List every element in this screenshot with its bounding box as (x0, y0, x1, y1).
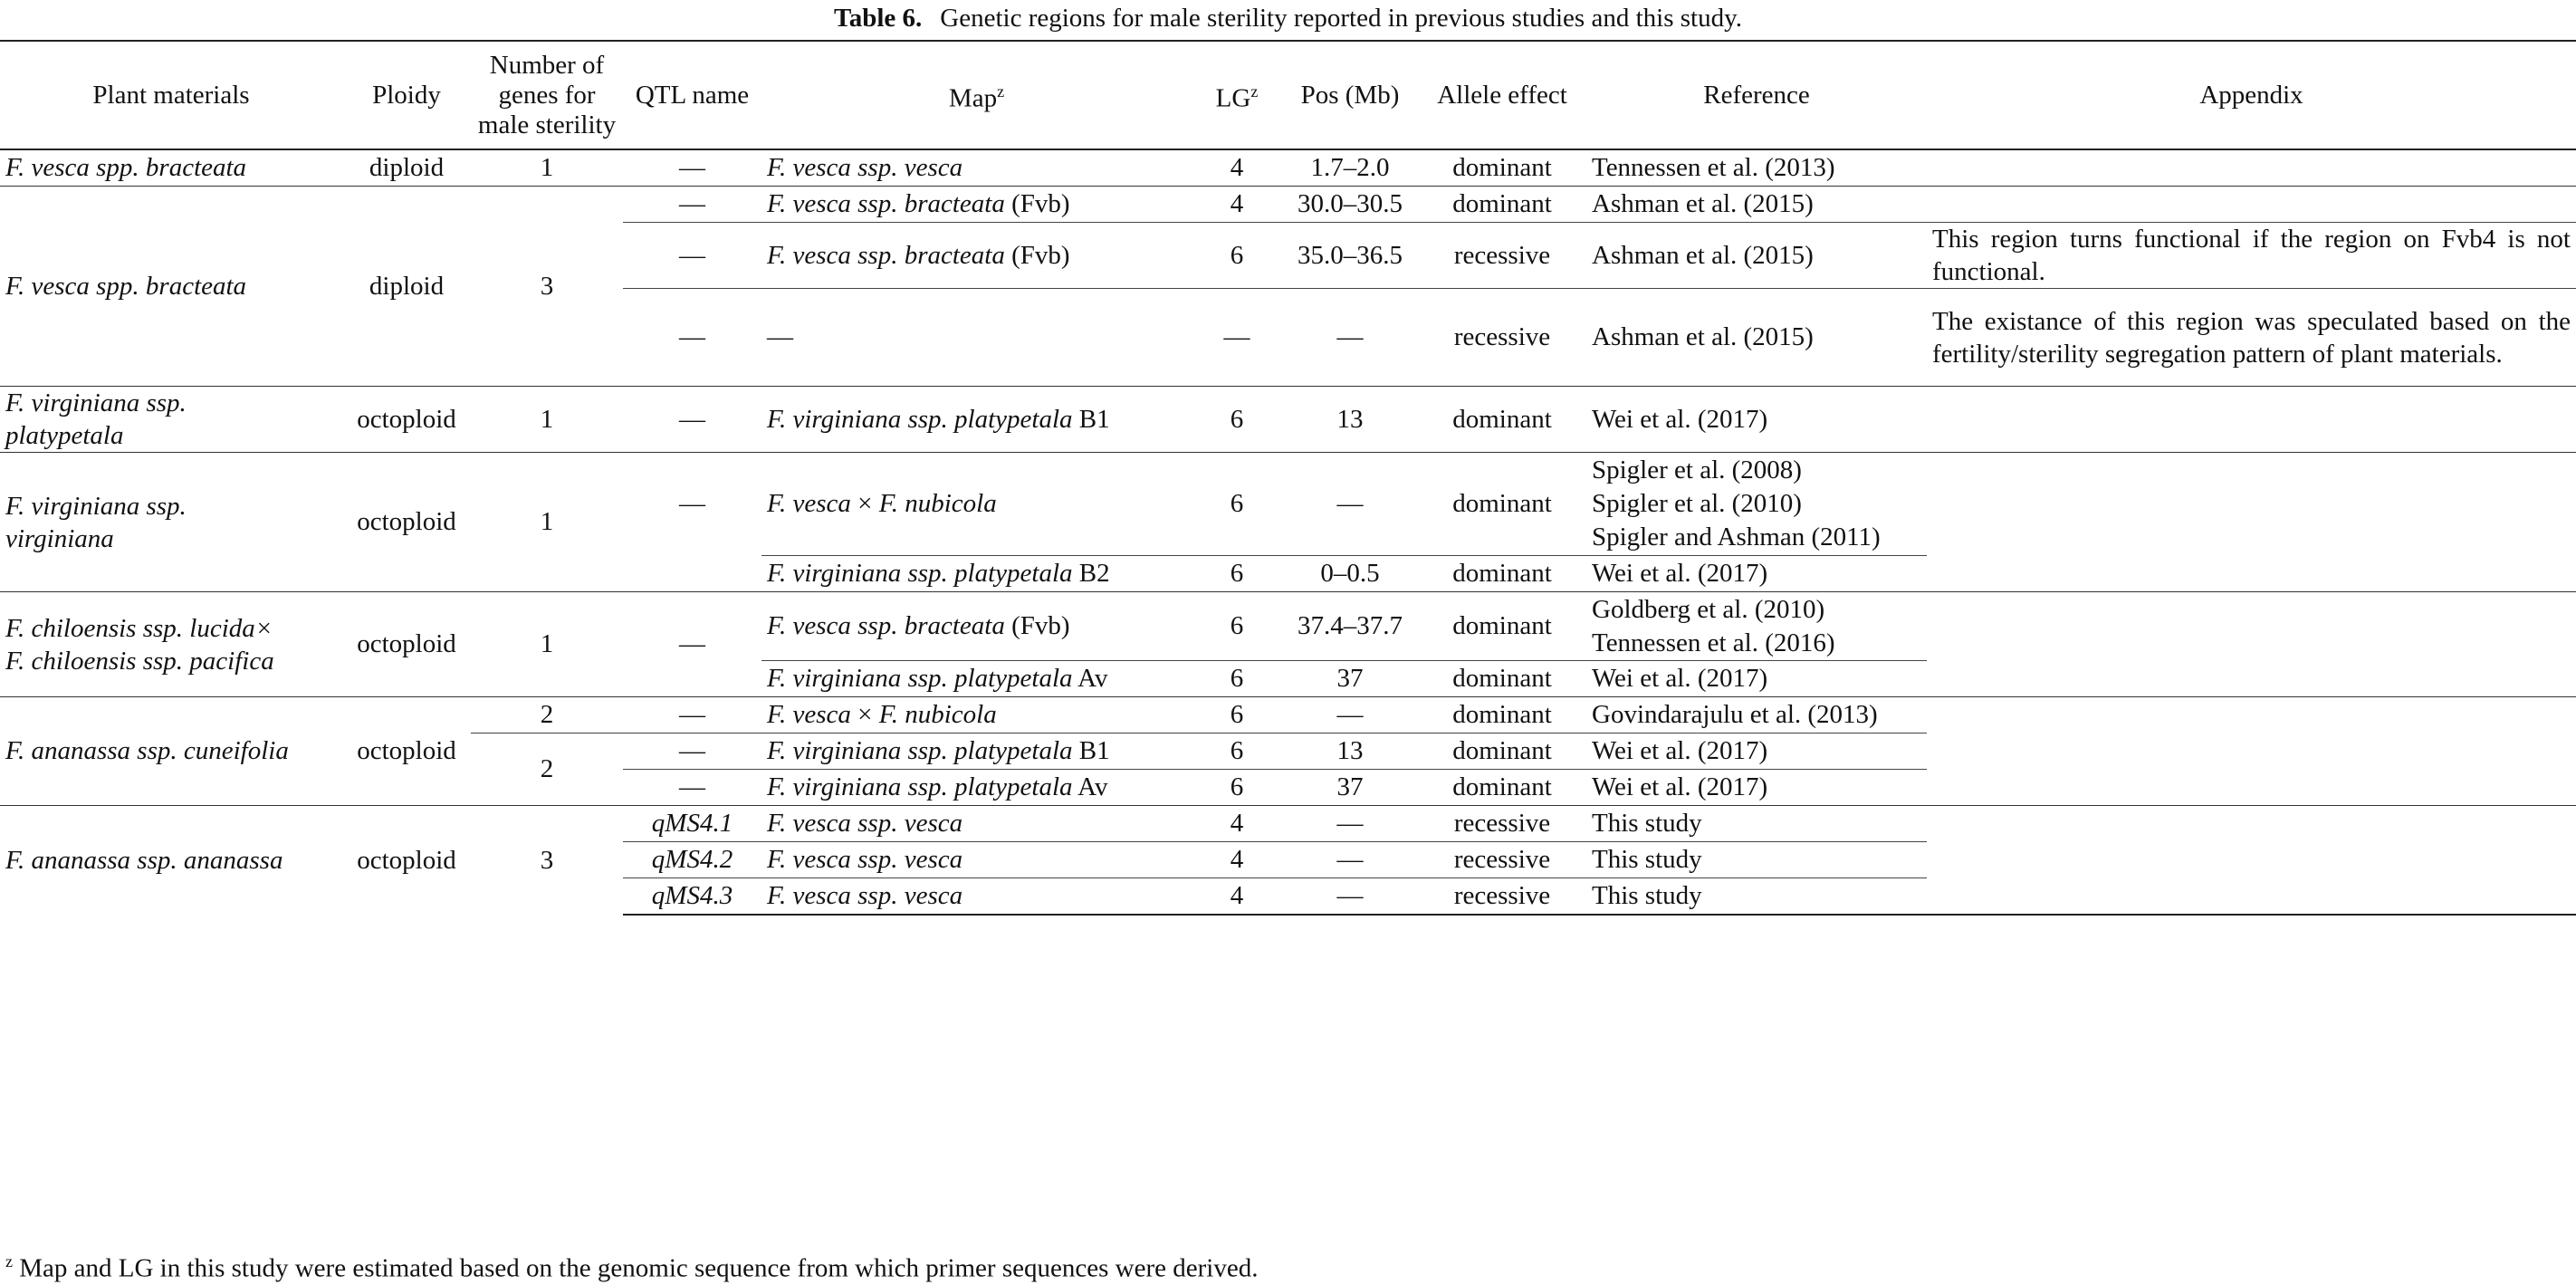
plant-line1: F. virginiana ssp. (5, 388, 187, 417)
plant-line2: platypetala (5, 421, 124, 450)
pos: 1.7–2.0 (1282, 149, 1418, 187)
map-italic: F. virginiana ssp. platypetala (767, 772, 1073, 801)
ploidy: octoploid (342, 592, 471, 697)
map-cell (761, 387, 1192, 453)
pos: 37.4–37.7 (1282, 592, 1418, 661)
table-row (0, 387, 2576, 453)
lg: 6 (1192, 697, 1282, 734)
allele-effect: dominant (1418, 661, 1586, 697)
appendix: The existance of this region was speculated based on the fertility/sterility segregation pattern of plant materials. (1927, 289, 2576, 387)
map-cell (761, 770, 1192, 806)
appendix (1927, 770, 2576, 806)
header-ref: Reference (1586, 41, 1927, 149)
map-italic: F. vesca ssp. vesca (767, 153, 963, 182)
gene-count: 3 (471, 187, 623, 387)
gene-count: 3 (471, 806, 623, 916)
map-italic: F. vesca (767, 700, 851, 729)
header-qtl: QTL name (623, 41, 761, 149)
reference: Wei et al. (2017) (1586, 387, 1927, 453)
table-title: Genetic regions for male sterility reported in previous studies and this study. (940, 4, 1742, 33)
header-lg-sup: z (1250, 82, 1259, 101)
header-ploidy: Ploidy (342, 41, 471, 149)
reference-line: Tennessen et al. (2016) (1592, 628, 1835, 657)
qtl-name: — (623, 697, 761, 734)
plant-line1: F. virginiana ssp. (5, 491, 187, 521)
footnote-text: Map and LG in this study were estimated based on the genomic sequence from which primer sequences were derived. (13, 1253, 1259, 1283)
header-map-sup: z (997, 82, 1005, 101)
header-allele: Allele effect (1418, 41, 1586, 149)
appendix (1927, 556, 2576, 592)
reference-line: Spigler et al. (2008) (1592, 456, 1802, 484)
ploidy: octoploid (342, 697, 471, 806)
header-genes-line1: Number of (489, 50, 605, 80)
allele-effect: recessive (1418, 223, 1586, 289)
header-genes-line2: genes for (498, 80, 596, 110)
allele-effect: dominant (1418, 556, 1586, 592)
gene-count: 2 (471, 697, 623, 734)
map-italic-2: F. nubicola (878, 700, 997, 729)
reference: This study (1586, 842, 1927, 878)
map-roman: B1 (1072, 736, 1110, 765)
pos: — (1282, 842, 1418, 878)
map-italic: F. virginiana ssp. platypetala (767, 559, 1073, 588)
map-italic: F. virginiana ssp. platypetala (767, 736, 1073, 765)
map-italic: F. vesca ssp. bracteata (767, 611, 1005, 640)
pos: 35.0–36.5 (1282, 223, 1418, 289)
plant-material (0, 806, 342, 916)
table-row (0, 187, 2576, 223)
lg: 6 (1192, 592, 1282, 661)
lg: 6 (1192, 734, 1282, 770)
reference: Wei et al. (2017) (1586, 770, 1927, 806)
reference: Wei et al. (2017) (1586, 556, 1927, 592)
table-footnote (5, 1245, 1258, 1285)
map-italic: F. vesca ssp. vesca (767, 809, 963, 838)
map-cell (761, 592, 1192, 661)
gene-count: 1 (471, 149, 623, 187)
allele-effect: recessive (1418, 842, 1586, 878)
reference: Wei et al. (2017) (1586, 734, 1927, 770)
allele-effect: dominant (1418, 149, 1586, 187)
ploidy: octoploid (342, 387, 471, 453)
map-italic: F. vesca ssp. bracteata (767, 189, 1005, 218)
qtl-name (623, 556, 761, 592)
lg: 4 (1192, 149, 1282, 187)
lg: 6 (1192, 223, 1282, 289)
map-cell (761, 187, 1192, 223)
map-cell (761, 806, 1192, 842)
map-roman: Av (1072, 664, 1108, 693)
header-map (761, 41, 1192, 149)
lg: 6 (1192, 556, 1282, 592)
lg: 4 (1192, 187, 1282, 223)
appendix (1927, 734, 2576, 770)
qtl-name: — (623, 149, 761, 187)
pos: — (1282, 453, 1418, 556)
pos: — (1282, 878, 1418, 916)
lg: 4 (1192, 878, 1282, 916)
map-italic: F. vesca ssp. bracteata (767, 240, 1005, 270)
appendix (1927, 697, 2576, 734)
map-cell (761, 842, 1192, 878)
plant-material: F. vesca spp. bracteata (5, 153, 247, 182)
plant-line2: virginiana (5, 523, 114, 553)
table-row (0, 806, 2576, 842)
qtl-name: — (623, 289, 761, 387)
qtl-italic: qMS4.3 (651, 881, 733, 910)
header-lg (1192, 41, 1282, 149)
qtl-name: — (623, 223, 761, 289)
table-row (0, 592, 2576, 661)
qtl-name: — (623, 770, 761, 806)
map-cell (761, 149, 1192, 187)
allele-effect: dominant (1418, 734, 1586, 770)
map-cell (761, 556, 1192, 592)
gene-count: 1 (471, 387, 623, 453)
reference: Govindarajulu et al. (2013) (1586, 697, 1927, 734)
qtl-name: — (623, 453, 761, 556)
reference: Ashman et al. (2015) (1586, 223, 1927, 289)
appendix (1927, 842, 2576, 878)
gene-count: 1 (471, 592, 623, 697)
reference: Tennessen et al. (2013) (1586, 149, 1927, 187)
header-lg-text: LG (1215, 83, 1251, 113)
allele-effect: dominant (1418, 697, 1586, 734)
allele-effect: dominant (1418, 453, 1586, 556)
qtl-name: — (623, 734, 761, 770)
map-roman: B2 (1072, 559, 1110, 588)
qtl-italic: qMS4.2 (651, 845, 733, 874)
pos: — (1282, 806, 1418, 842)
map-italic-2: F. nubicola (878, 489, 997, 518)
map-italic: F. vesca ssp. vesca (767, 845, 963, 874)
map-cell (761, 878, 1192, 916)
map-italic: F. virginiana ssp. platypetala (767, 404, 1073, 434)
reference: This study (1586, 806, 1927, 842)
allele-effect: recessive (1418, 289, 1586, 387)
map-roman: (Fvb) (1004, 611, 1070, 640)
allele-effect: dominant (1418, 387, 1586, 453)
pos: 13 (1282, 387, 1418, 453)
map-roman: (Fvb) (1004, 189, 1070, 218)
header-genes (471, 41, 623, 149)
appendix (1927, 661, 2576, 697)
map-roman: Av (1072, 772, 1108, 801)
reference (1586, 453, 1927, 556)
pos: 30.0–30.5 (1282, 187, 1418, 223)
plant-material: F. vesca spp. bracteata (5, 271, 247, 301)
map-roman: B1 (1072, 404, 1110, 434)
lg: 4 (1192, 842, 1282, 878)
allele-effect: dominant (1418, 770, 1586, 806)
lg: 4 (1192, 806, 1282, 842)
map-cell: — (761, 289, 1192, 387)
pos: 13 (1282, 734, 1418, 770)
ploidy: diploid (342, 149, 471, 187)
appendix (1927, 878, 2576, 916)
appendix (1927, 592, 2576, 661)
qtl-name: — (623, 387, 761, 453)
appendix: This region turns functional if the region on Fvb4 is not functional. (1927, 223, 2576, 289)
ploidy: octoploid (342, 453, 471, 592)
gene-count: 1 (471, 453, 623, 592)
pos: 37 (1282, 661, 1418, 697)
qtl-name (623, 842, 761, 878)
map-roman: × (850, 700, 879, 729)
pos: — (1282, 289, 1418, 387)
male-sterility-table (0, 40, 2576, 916)
plant-material (0, 387, 342, 453)
pos: 37 (1282, 770, 1418, 806)
plant-text: F. ananassa ssp. ananassa (5, 845, 283, 875)
plant-text: F. ananassa ssp. cuneifolia (5, 736, 289, 765)
appendix (1927, 806, 2576, 842)
map-cell (761, 223, 1192, 289)
map-italic: F. vesca ssp. vesca (767, 881, 963, 910)
map-cell (761, 453, 1192, 556)
ploidy: octoploid (342, 806, 471, 916)
qtl-name (623, 806, 761, 842)
map-italic: F. virginiana ssp. platypetala (767, 664, 1073, 693)
ploidy: diploid (342, 187, 471, 387)
lg: 6 (1192, 387, 1282, 453)
reference: Ashman et al. (2015) (1586, 289, 1927, 387)
pos: 0–0.5 (1282, 556, 1418, 592)
footnote-marker: z (5, 1252, 13, 1271)
gene-count: 2 (471, 734, 623, 806)
map-cell (761, 697, 1192, 734)
allele-effect: dominant (1418, 592, 1586, 661)
map-italic: F. vesca (767, 489, 851, 518)
reference: Wei et al. (2017) (1586, 661, 1927, 697)
appendix (1927, 387, 2576, 453)
appendix (1927, 187, 2576, 223)
allele-effect: dominant (1418, 187, 1586, 223)
lg: 6 (1192, 770, 1282, 806)
lg: — (1192, 289, 1282, 387)
reference-line: Spigler and Ashman (2011) (1592, 523, 1881, 551)
table-row (0, 697, 2576, 734)
appendix (1927, 149, 2576, 187)
plant-line1: F. chiloensis ssp. lucida× (5, 613, 273, 643)
reference: This study (1586, 878, 1927, 916)
lg: 6 (1192, 453, 1282, 556)
reference-line: Spigler et al. (2010) (1592, 489, 1802, 518)
plant-material (0, 697, 342, 806)
lg: 6 (1192, 661, 1282, 697)
map-roman: (Fvb) (1004, 240, 1070, 270)
header-map-text: Map (948, 83, 998, 113)
plant-material (0, 453, 342, 592)
qtl-name: — (623, 187, 761, 223)
header-appendix: Appendix (1927, 41, 2576, 149)
header-pos: Pos (Mb) (1282, 41, 1418, 149)
pos: — (1282, 697, 1418, 734)
qtl-italic: qMS4.1 (651, 809, 733, 838)
map-cell (761, 661, 1192, 697)
map-cell (761, 734, 1192, 770)
qtl-name (623, 878, 761, 916)
reference: Ashman et al. (2015) (1586, 187, 1927, 223)
header-genes-line3: male sterility (477, 110, 617, 139)
table-row (0, 149, 2576, 187)
reference-line: Goldberg et al. (2010) (1592, 594, 1825, 624)
appendix (1927, 453, 2576, 556)
header-plant: Plant materials (0, 41, 342, 149)
allele-effect: recessive (1418, 806, 1586, 842)
table-row (0, 453, 2576, 556)
table-label: Table 6. (834, 4, 923, 33)
header-row (0, 41, 2576, 149)
map-roman: × (850, 489, 879, 518)
allele-effect: recessive (1418, 878, 1586, 916)
plant-line2: F. chiloensis ssp. pacifica (5, 646, 274, 676)
reference (1586, 592, 1927, 661)
qtl-name: — (623, 592, 761, 697)
plant-material (0, 592, 342, 697)
table-caption (0, 2, 2576, 34)
